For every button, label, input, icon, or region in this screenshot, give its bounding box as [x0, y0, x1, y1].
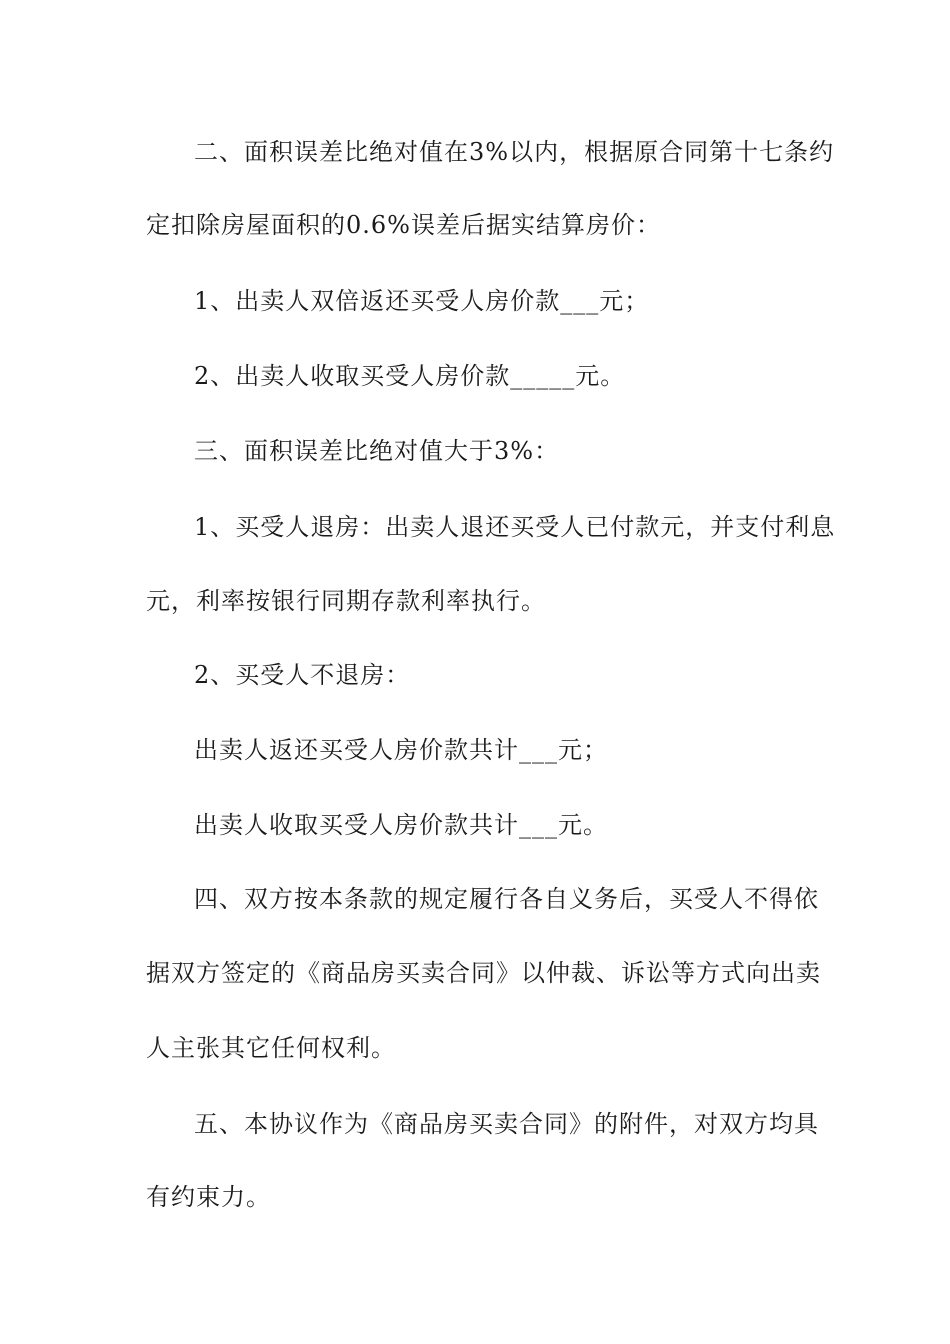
clause-two-line-2: 定扣除房屋面积的0.6%误差后据实结算房价：	[146, 211, 661, 239]
clause-three-item-1-line-2: 元，利率按银行同期存款利率执行。	[146, 587, 546, 615]
clause-four-line-3: 人主张其它任何权利。	[146, 1034, 396, 1062]
clause-four-line-1: 四、双方按本条款的规定履行各自义务后，买受人不得依	[194, 885, 819, 913]
clause-three-item-2: 2、买受人不退房：	[194, 661, 411, 689]
clause-five-line-1: 五、本协议作为《商品房买卖合同》的附件，对双方均具	[194, 1110, 819, 1138]
clause-two-item-1: 1、出卖人双倍返还买受人房价款___元；	[194, 287, 650, 315]
clause-two-line-1: 二、面积误差比绝对值在3%以内，根据原合同第十七条约	[194, 138, 835, 166]
clause-three-item-2-return: 出卖人返还买受人房价款共计___元；	[194, 736, 608, 764]
clause-four-line-2: 据双方签定的《商品房买卖合同》以仲裁、诉讼等方式向出卖	[146, 959, 821, 987]
clause-three-item-2-collect: 出卖人收取买受人房价款共计___元。	[194, 811, 608, 839]
clause-three-item-1-line-1: 1、买受人退房：出卖人退还买受人已付款元，并支付利息	[194, 513, 836, 541]
clause-three-heading: 三、面积误差比绝对值大于3%：	[194, 437, 560, 465]
clause-five-line-2: 有约束力。	[146, 1183, 271, 1211]
clause-two-item-2: 2、出卖人收取买受人房价款_____元。	[194, 362, 626, 390]
